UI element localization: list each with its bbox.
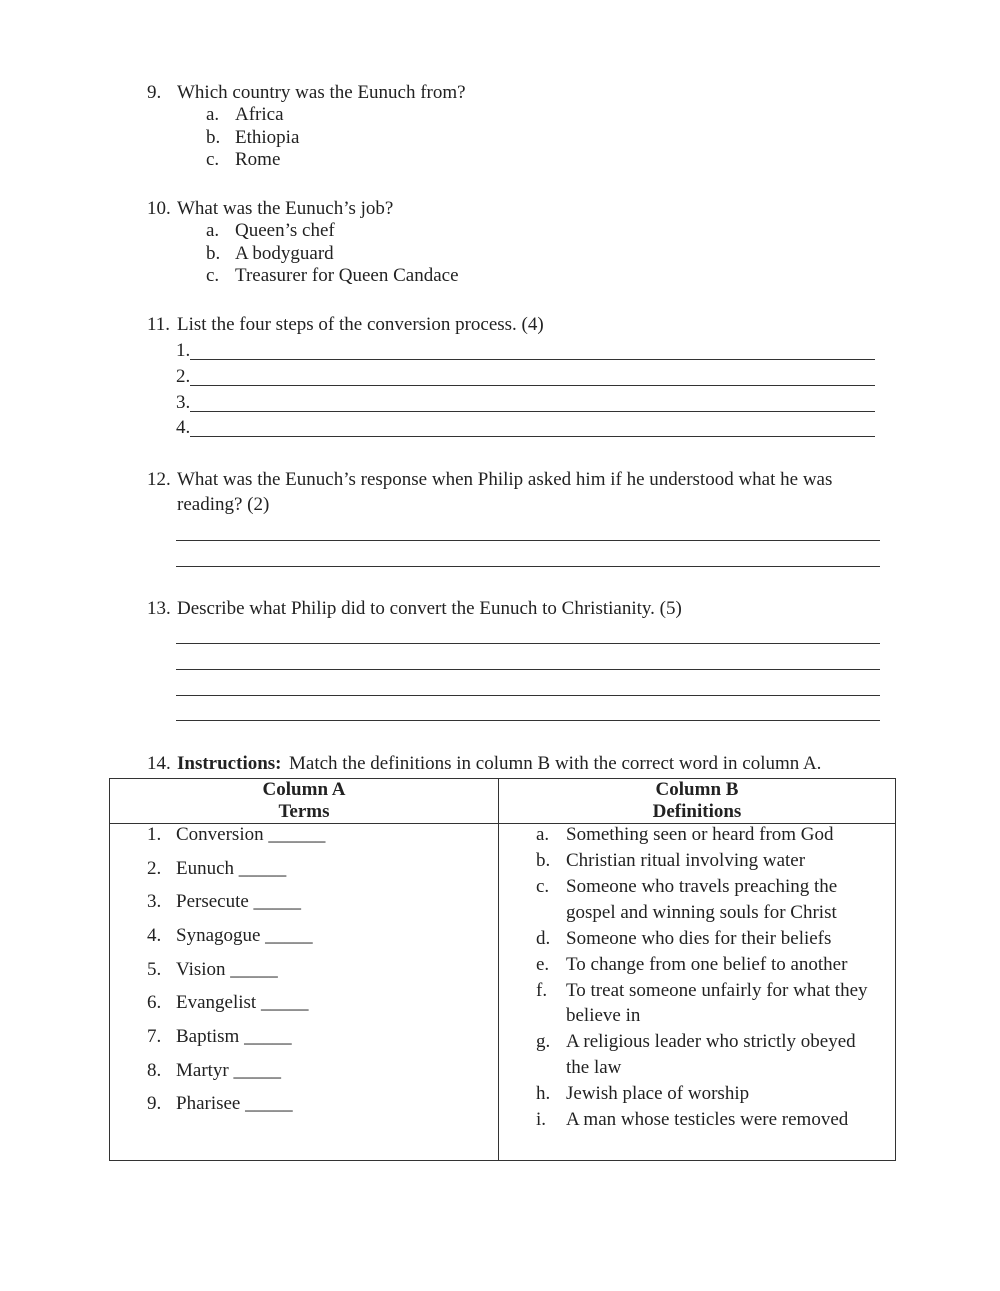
- definition-b-label: b.: [536, 850, 551, 871]
- q13-number: 13.: [147, 598, 171, 619]
- q10-option-c-label: c.: [206, 265, 220, 286]
- term-3[interactable]: Persecute _____: [176, 891, 302, 912]
- definition-e-label: e.: [536, 954, 550, 975]
- term-9[interactable]: Pharisee _____: [176, 1093, 293, 1114]
- term-1-number: 1.: [147, 824, 162, 845]
- table-header-row: [110, 779, 896, 824]
- term-7-number: 7.: [147, 1026, 162, 1047]
- definition-c-label: c.: [536, 876, 550, 897]
- q10-option-a[interactable]: Queen’s chef: [235, 220, 335, 241]
- q10-number: 10.: [147, 198, 171, 219]
- column-b-cell: [499, 824, 896, 1161]
- term-5-number: 5.: [147, 959, 162, 980]
- q9-option-b[interactable]: Ethiopia: [235, 127, 300, 148]
- term-7[interactable]: Baptism _____: [176, 1026, 292, 1047]
- column-b-title: Column B: [655, 779, 739, 800]
- q9-option-c-label: c.: [206, 149, 220, 170]
- definition-h-label: h.: [536, 1083, 551, 1104]
- q11-line-3-label: 3.: [176, 392, 191, 413]
- q9-option-a[interactable]: Africa: [235, 104, 284, 125]
- q11-text: List the four steps of the conversion process. (4): [177, 314, 544, 335]
- term-4[interactable]: Synagogue _____: [176, 925, 313, 946]
- definition-g-label: g.: [536, 1031, 551, 1052]
- definition-i-label: i.: [536, 1109, 547, 1130]
- q9-option-b-label: b.: [206, 127, 221, 148]
- q10-option-a-label: a.: [206, 220, 220, 241]
- q11-number: 11.: [147, 314, 171, 335]
- term-1[interactable]: Conversion ______: [176, 824, 326, 845]
- q10-option-b-label: b.: [206, 243, 221, 264]
- term-4-number: 4.: [147, 925, 162, 946]
- q11-answer-line-4[interactable]: [190, 436, 875, 437]
- definition-g-line2: the law: [566, 1057, 622, 1078]
- q11-answer-line-3[interactable]: [190, 411, 875, 412]
- q13-answer-line-1[interactable]: [176, 643, 880, 644]
- column-b-header: [499, 779, 896, 824]
- definition-d: Someone who dies for their beliefs: [566, 928, 832, 949]
- q11-answer-line-2[interactable]: [190, 385, 875, 386]
- q12-answer-line-1[interactable]: [176, 540, 880, 541]
- q12-number: 12.: [147, 469, 171, 490]
- definition-b: Christian ritual involving water: [566, 850, 806, 871]
- definition-d-label: d.: [536, 928, 551, 949]
- q11-line-2-label: 2.: [176, 366, 191, 387]
- q12-answer-line-2[interactable]: [176, 566, 880, 567]
- definition-h: Jewish place of worship: [566, 1083, 750, 1104]
- q11-answer-line-1[interactable]: [190, 359, 875, 360]
- q10-option-c[interactable]: Treasurer for Queen Candace: [235, 265, 459, 286]
- term-9-number: 9.: [147, 1093, 162, 1114]
- definition-a-label: a.: [536, 824, 550, 845]
- q13-answer-line-2[interactable]: [176, 669, 880, 670]
- term-6-number: 6.: [147, 992, 162, 1013]
- q10-option-b[interactable]: A bodyguard: [235, 243, 334, 264]
- column-a-cell: [110, 824, 499, 1161]
- column-a-header: [110, 779, 499, 824]
- term-3-number: 3.: [147, 891, 162, 912]
- term-6[interactable]: Evangelist _____: [176, 992, 309, 1013]
- definition-c-line2: gospel and winning souls for Christ: [566, 902, 837, 923]
- term-8[interactable]: Martyr _____: [176, 1060, 282, 1081]
- q13-answer-line-3[interactable]: [176, 695, 880, 696]
- term-2-number: 2.: [147, 858, 162, 879]
- q14-number: 14.: [147, 753, 171, 774]
- term-5[interactable]: Vision _____: [176, 959, 278, 980]
- term-2[interactable]: Eunuch _____: [176, 858, 287, 879]
- q14-instructions-label: Instructions:: [177, 753, 282, 774]
- definition-e: To change from one belief to another: [566, 954, 848, 975]
- q10-text: What was the Eunuch’s job?: [177, 198, 394, 219]
- q11-line-4-label: 4.: [176, 417, 191, 438]
- definition-f-line1: To treat someone unfairly for what they: [566, 980, 868, 1001]
- q12-text-line2: reading? (2): [177, 494, 270, 515]
- q9-option-a-label: a.: [206, 104, 220, 125]
- q11-line-1-label: 1.: [176, 340, 191, 361]
- column-a-title: Column A: [262, 779, 346, 800]
- matching-table: [109, 778, 896, 1161]
- q12-text-line1: What was the Eunuch’s response when Philip asked him if he understood what he was: [177, 469, 833, 490]
- definition-f-line2: believe in: [566, 1005, 641, 1026]
- q9-option-c[interactable]: Rome: [235, 149, 281, 170]
- q14-instructions-text: Match the definitions in column B with the correct word in column A.: [289, 753, 822, 774]
- definition-i: A man whose testicles were removed: [566, 1109, 849, 1130]
- q9-number: 9.: [147, 82, 162, 103]
- column-a-subtitle: Terms: [278, 801, 330, 822]
- definition-a: Something seen or heard from God: [566, 824, 834, 845]
- table-body-row: [110, 824, 896, 1161]
- q9-text: Which country was the Eunuch from?: [177, 82, 466, 103]
- column-b-subtitle: Definitions: [652, 801, 742, 822]
- definition-f-label: f.: [536, 980, 548, 1001]
- definition-c-line1: Someone who travels preaching the: [566, 876, 838, 897]
- q13-answer-line-4[interactable]: [176, 720, 880, 721]
- q13-text: Describe what Philip did to convert the Eunuch to Christianity. (5): [177, 598, 682, 619]
- term-8-number: 8.: [147, 1060, 162, 1081]
- definition-g-line1: A religious leader who strictly obeyed: [566, 1031, 856, 1052]
